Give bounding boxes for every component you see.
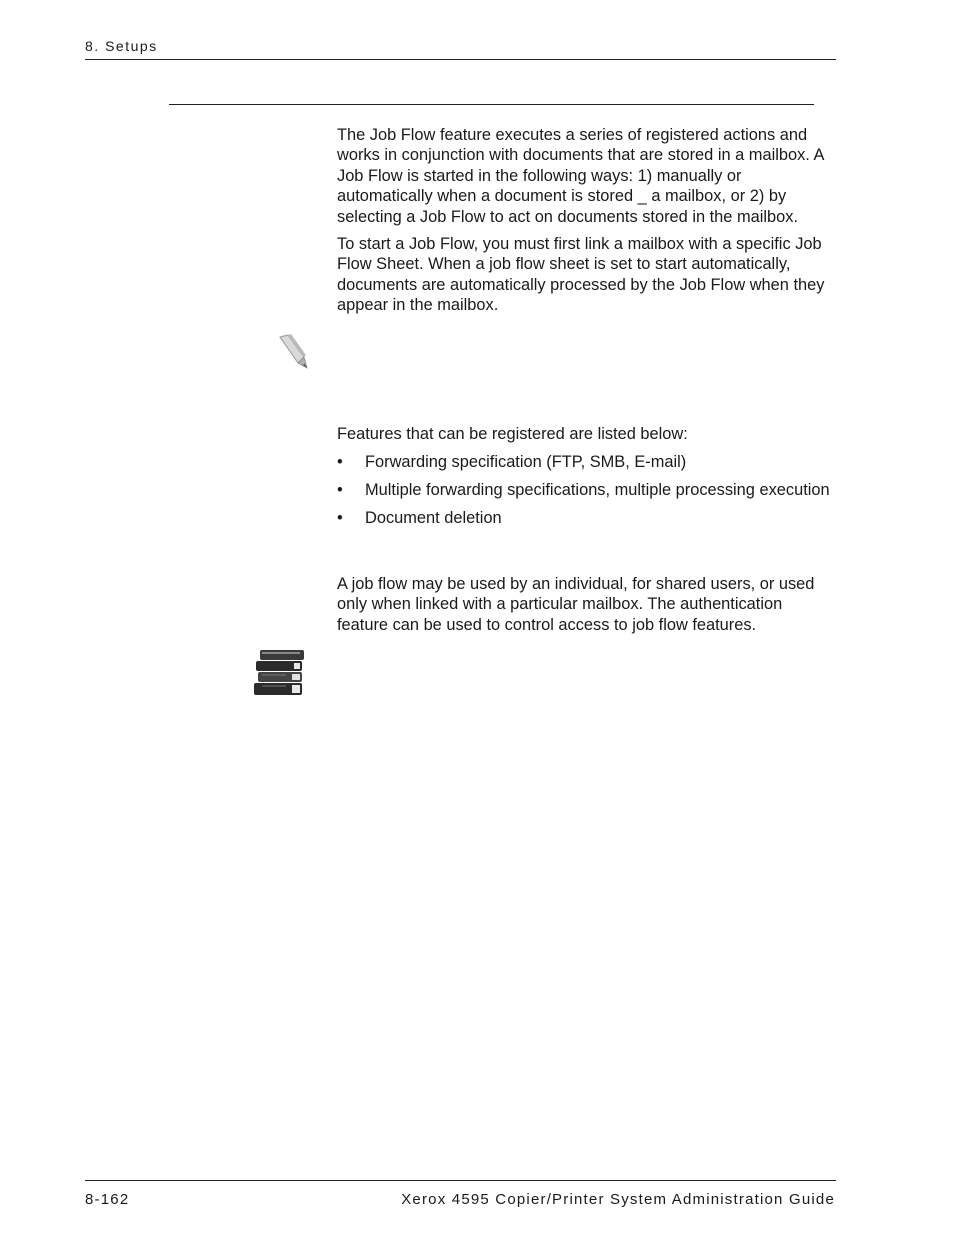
note-pencil-icon [274,333,310,371]
bullet: • [337,508,343,527]
page-number: 8-162 [85,1191,130,1208]
list-item [337,480,837,500]
start-text: To start a Job Flow, you must first link a mailbox with a specific Job Flow Sheet. When a job flow sheet is set to start automatically, documents are automatically processed by the Job Flow when they appear in the mailbox. [337,235,825,315]
footer-divider [85,1180,836,1181]
section-divider [169,104,814,105]
bullet: • [337,453,343,471]
bullet: • [337,480,343,499]
usage-paragraph [337,574,837,635]
usage-text: A job flow may be used by an individual, for shared users, or used only when linked with a particular mailbox. The authentication feature can be used to control access to job flow features. [337,575,815,634]
list-item-text: Document deletion [365,508,502,527]
running-header: 8. Setups [85,38,158,54]
features-intro-text: Features that can be registered are listed below: [337,425,688,443]
books-icon [252,648,308,698]
features-list [337,452,837,536]
list-item-text: Forwarding specification (FTP, SMB, E-mail) [365,453,687,471]
list-item [337,452,837,472]
intro-paragraph [337,125,837,227]
header-divider [85,59,836,60]
start-paragraph [337,234,837,316]
list-item-text: Multiple forwarding specifications, multiple processing execution [365,480,830,499]
list-item [337,508,837,528]
guide-title: Xerox 4595 Copier/Printer System Administration Guide [401,1191,835,1208]
intro-text: The Job Flow feature executes a series of registered actions and works in conjunction with documents that are stored in a mailbox. A Job Flow is started in the following ways: 1) manually or automatically when a document is stored _ a mailbox, or 2) by selecting a Job Flow to act on documents stored in the mailbox. [337,126,824,226]
features-intro-paragraph [337,424,837,444]
